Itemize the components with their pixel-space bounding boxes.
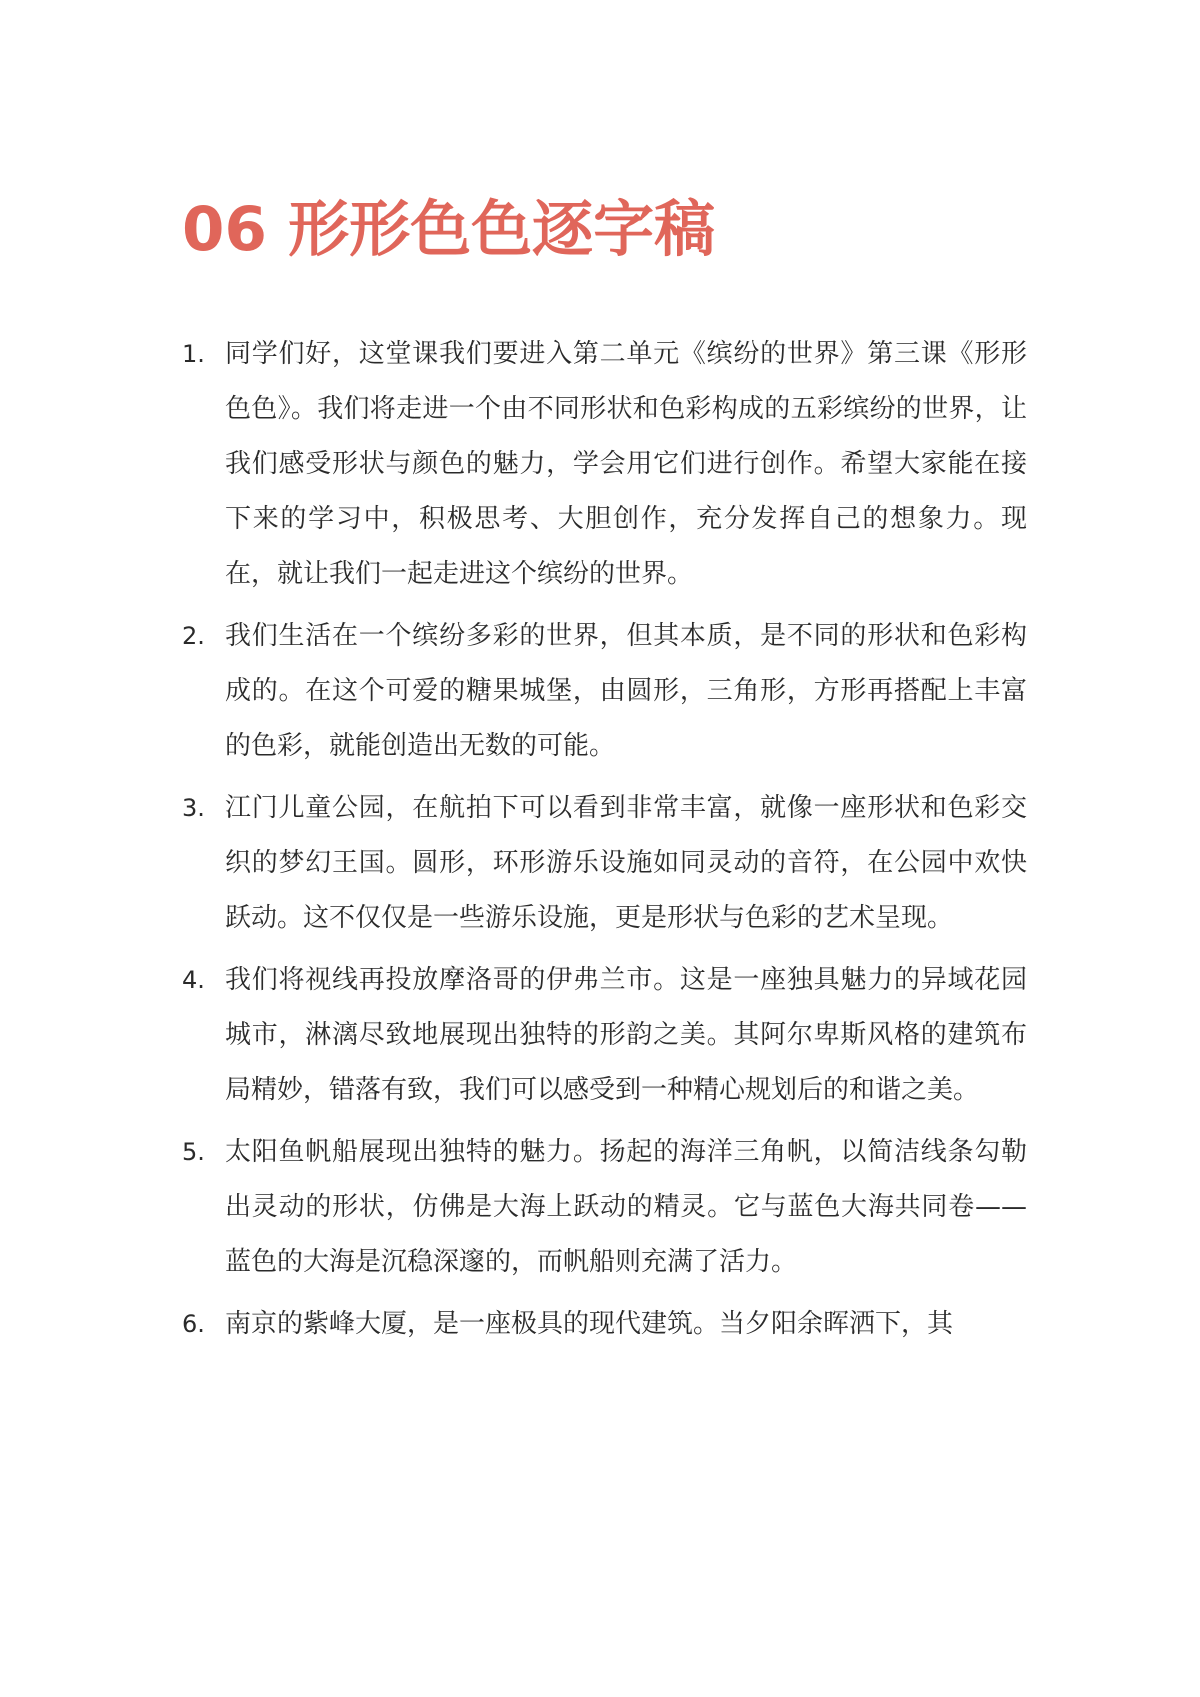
list-item [182,1125,1027,1290]
item-text: 太阳鱼帆船展现出独特的魅力。扬起的海洋三角帆，以简洁线条勾勒出灵动的形状，仿佛是大海上跃动的精灵。它与蓝色大海共同卷——蓝色的大海是沉稳深邃的，而帆船则充满了活力。 [225,1137,1027,1277]
item-number: 5. [182,1138,205,1166]
item-text: 我们将视线再投放摩洛哥的伊弗兰市。这是一座独具魅力的异域花园城市，淋漓尽致地展现出独特的形韵之美。其阿尔卑斯风格的建筑布局精妙，错落有致，我们可以感受到一种精心规划后的和谐之美。 [225,965,1027,1105]
list-item [182,1297,1027,1352]
item-text: 南京的紫峰大厦，是一座极具的现代建筑。当夕阳余晖洒下，其 [225,1309,954,1339]
item-text: 同学们好，这堂课我们要进入第二单元《缤纷的世界》第三课《形形色色》。我们将走进一个由不同形状和色彩构成的五彩缤纷的世界，让我们感受形状与颜色的魅力，学会用它们进行创作。希望大家能在接下来的学习中，积极思考、大胆创作，充分发挥自己的想象力。现在，就让我们一起走进这个缤纷的世界。 [225,339,1027,589]
item-number: 6. [182,1310,205,1338]
item-number: 3. [182,794,205,822]
item-text: 江门儿童公园，在航拍下可以看到非常丰富，就像一座形状和色彩交织的梦幻王国。圆形，环形游乐设施如同灵动的音符，在公园中欢快跃动。这不仅仅是一些游乐设施，更是形状与色彩的艺术呈现。 [225,793,1027,933]
list-item [182,781,1027,946]
list-item [182,953,1027,1118]
item-number: 4. [182,966,205,994]
item-number: 1. [182,340,205,368]
list-item [182,609,1027,774]
item-number: 2. [182,622,205,650]
transcript-list [182,327,1027,1359]
document-title: 06 形形色色逐字稿 [182,194,716,265]
list-item [182,327,1027,602]
item-text: 我们生活在一个缤纷多彩的世界，但其本质，是不同的形状和色彩构成的。在这个可爱的糖果城堡，由圆形，三角形，方形再搭配上丰富的色彩，就能创造出无数的可能。 [225,621,1027,761]
